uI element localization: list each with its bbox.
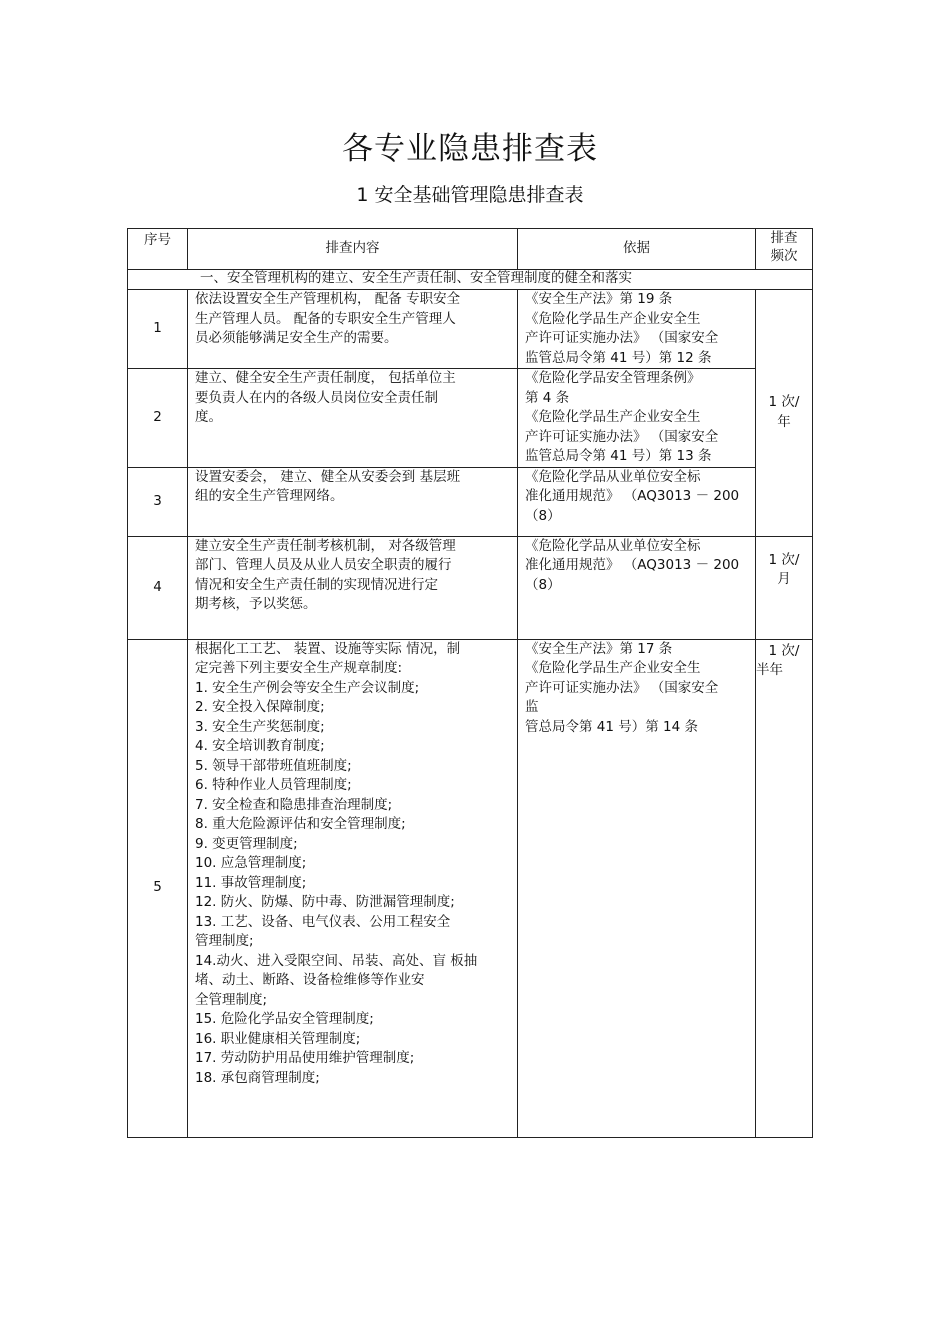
row-number: 1 bbox=[128, 290, 188, 369]
frequency-line: 1 次/ bbox=[768, 394, 800, 411]
content-line: 7. 安全检查和隐患排查治理制度; bbox=[195, 796, 393, 813]
table-subtitle: 1 安全基础管理隐患排查表 bbox=[356, 184, 584, 206]
basis-line: 准化通用规范》 （AQ3013 － 200 bbox=[525, 488, 740, 504]
section-title: 一、安全管理机构的建立、安全生产责任制、安全管理制度的健全和落实 bbox=[128, 270, 813, 290]
content-line: 6. 特种作业人员管理制度; bbox=[195, 777, 352, 793]
content-line: 建立、健全安全生产责任制度， 包括单位主 bbox=[195, 370, 456, 386]
row-content bbox=[188, 639, 518, 1137]
frequency-line: 1 次/ bbox=[768, 642, 800, 659]
row-frequency bbox=[756, 290, 813, 537]
basis-line: 《安全生产法》第 19 条 bbox=[525, 291, 673, 307]
basis-line: 《危险化学品生产企业安全生 bbox=[525, 660, 701, 676]
basis-line: （8） bbox=[525, 576, 561, 593]
content-line: 4. 安全培训教育制度; bbox=[195, 738, 325, 754]
row-content bbox=[188, 369, 518, 468]
content-line: 组的安全生产管理网络。 bbox=[195, 488, 344, 504]
basis-line: 《危险化学品生产企业安全生 bbox=[525, 310, 701, 327]
row-basis bbox=[518, 290, 756, 369]
content-line: 部门、管理人员及从业人员安全职责的履行 bbox=[195, 557, 452, 573]
basis-line: 产许可证实施办法》 （国家安全 bbox=[525, 679, 719, 696]
content-line: 生产管理人员。 配备的专职安全生产管理人 bbox=[195, 310, 456, 327]
row-number: 4 bbox=[128, 536, 188, 639]
basis-line: 《危险化学品安全管理条例》 bbox=[525, 370, 701, 386]
row-frequency bbox=[756, 536, 813, 639]
content-line: 堵、动土、断路、设备检维修等作业安 bbox=[195, 972, 425, 988]
basis-line: 产许可证实施办法》 （国家安全 bbox=[525, 330, 719, 346]
table-row bbox=[128, 639, 813, 1137]
content-line: 18. 承包商管理制度; bbox=[195, 1069, 320, 1086]
content-line: 15. 危险化学品安全管理制度; bbox=[195, 1011, 374, 1027]
content-line: 要负责人在内的各级人员岗位安全责任制 bbox=[195, 389, 438, 406]
row-basis bbox=[518, 369, 756, 468]
content-line: 期考核，予以奖惩。 bbox=[195, 596, 317, 612]
content-line: 根据化工工艺、 装置、设施等实际 情况，制 bbox=[195, 640, 461, 657]
frequency-line: 1 次/ bbox=[768, 551, 800, 568]
content-line: 度。 bbox=[195, 409, 222, 425]
page-title: 各专业隐患排查表 bbox=[342, 131, 598, 167]
content-line: 情况和安全生产责任制的实现情况进行定 bbox=[195, 576, 438, 593]
row-basis bbox=[518, 639, 756, 1137]
content-line: 1. 安全生产例会等安全生产会议制度; bbox=[195, 679, 420, 696]
row-number: 3 bbox=[128, 467, 188, 536]
table-row bbox=[128, 369, 813, 468]
basis-line: 《危险化学品从业单位安全标 bbox=[525, 468, 701, 485]
frequency-line: 年 bbox=[777, 413, 791, 430]
basis-line: 监 bbox=[525, 699, 539, 715]
content-line: 14.动火、进入受限空间、吊装、高处、盲 板抽 bbox=[195, 952, 478, 969]
content-line: 8. 重大危险源评估和安全管理制度; bbox=[195, 816, 406, 832]
content-line: 10. 应急管理制度; bbox=[195, 855, 307, 871]
frequency-line: 月 bbox=[777, 571, 791, 587]
row-frequency bbox=[756, 639, 813, 1137]
basis-line: 监管总局令第 41 号）第 12 条 bbox=[525, 349, 712, 366]
basis-line: （8） bbox=[525, 507, 561, 524]
header-row bbox=[128, 229, 813, 270]
row-content bbox=[188, 467, 518, 536]
header-frequency-line1: 排查 bbox=[770, 230, 798, 246]
row-number: 5 bbox=[128, 639, 188, 1137]
basis-line: 产许可证实施办法》 （国家安全 bbox=[525, 428, 719, 445]
content-line: 17. 劳动防护用品使用维护管理制度; bbox=[195, 1050, 415, 1066]
frequency-line: 半年 bbox=[756, 662, 783, 678]
content-line: 依法设置安全生产管理机构， 配备 专职安全 bbox=[195, 291, 461, 307]
header-basis: 依据 bbox=[518, 229, 756, 270]
basis-line: 准化通用规范》 （AQ3013 － 200 bbox=[525, 557, 740, 573]
basis-line: 监管总局令第 41 号）第 13 条 bbox=[525, 448, 712, 464]
content-line: 11. 事故管理制度; bbox=[195, 874, 307, 891]
header-content: 排查内容 bbox=[188, 229, 518, 270]
table-row bbox=[128, 536, 813, 639]
basis-line: 《危险化学品生产企业安全生 bbox=[525, 409, 701, 425]
content-line: 2. 安全投入保障制度; bbox=[195, 699, 325, 715]
content-line: 9. 变更管理制度; bbox=[195, 835, 298, 852]
content-line: 定完善下列主要安全生产规章制度: bbox=[195, 660, 403, 676]
row-content bbox=[188, 536, 518, 639]
content-line: 3. 安全生产奖惩制度; bbox=[195, 718, 325, 735]
content-line: 12. 防火、防爆、防中毒、防泄漏管理制度; bbox=[195, 894, 455, 910]
content-line: 建立安全生产责任制考核机制， 对各级管理 bbox=[195, 537, 456, 554]
hazard-check-table bbox=[127, 228, 813, 1138]
basis-line: 第 4 条 bbox=[525, 389, 570, 406]
content-line: 设置安委会， 建立、健全从安委会到 基层班 bbox=[195, 468, 461, 485]
content-line: 5. 领导干部带班值班制度; bbox=[195, 757, 352, 774]
content-line: 员必须能够满足安全生产的需要。 bbox=[195, 330, 398, 346]
section-row bbox=[128, 270, 813, 290]
row-basis bbox=[518, 467, 756, 536]
content-line: 全管理制度; bbox=[195, 991, 268, 1008]
table-row bbox=[128, 467, 813, 536]
table-row bbox=[128, 290, 813, 369]
header-no: 序号 bbox=[128, 229, 188, 270]
basis-line: 《安全生产法》第 17 条 bbox=[525, 640, 673, 657]
row-content bbox=[188, 290, 518, 369]
row-number: 2 bbox=[128, 369, 188, 468]
basis-line: 《危险化学品从业单位安全标 bbox=[525, 537, 701, 554]
content-line: 13. 工艺、设备、电气仪表、公用工程安全 bbox=[195, 913, 451, 930]
header-frequency bbox=[756, 229, 813, 270]
header-frequency-line2: 频次 bbox=[770, 248, 798, 264]
content-line: 16. 职业健康相关管理制度; bbox=[195, 1030, 361, 1047]
basis-line: 管总局令第 41 号）第 14 条 bbox=[525, 718, 699, 735]
row-basis bbox=[518, 536, 756, 639]
content-line: 管理制度; bbox=[195, 933, 254, 949]
